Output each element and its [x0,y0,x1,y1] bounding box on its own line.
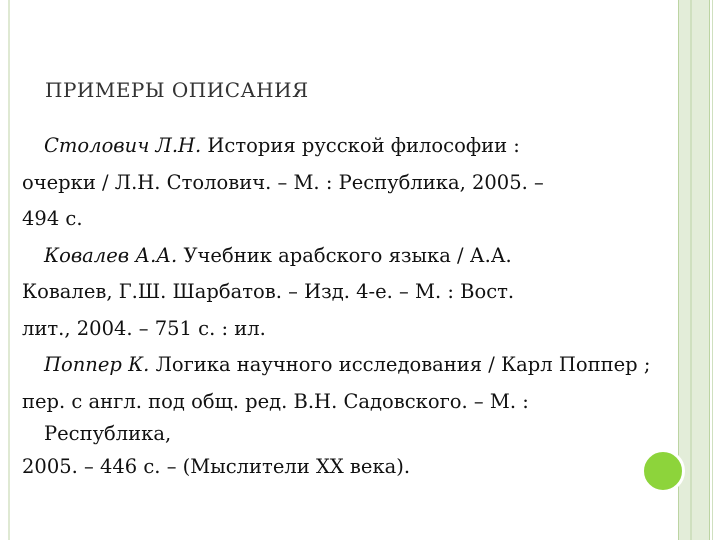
entry-1-line-1 [22,128,712,165]
entry-1-title: История русской философии : [201,134,520,157]
entry-3-line-2: пер. с англ. под общ. ред. В.Н. Садовского. – М. : [22,389,529,413]
left-frame-line [8,0,10,540]
entry-2-author: Ковалев А.А. [44,243,178,267]
entry-3-line-3: Республика, [44,422,172,445]
entry-1-line-2: очерки / Л.Н. Столович. – М. : Республика, 2005. – [22,170,544,194]
entry-3-author: Поппер К. [44,353,150,376]
entry-1-author: Столович Л.Н. [44,134,202,157]
green-circle-decoration [641,449,685,493]
entry-2-line-3: лит., 2004. – 751 с. : ил. [22,316,266,340]
entry-2-line-2: Ковалев, Г.Ш. Шарбатов. – Изд. 4-е. – М. : Вост. [22,280,515,303]
right-frame-edge [712,0,720,540]
entry-2-line-1 [22,238,712,275]
entry-2-title: Учебник арабского языка / А.А. [177,243,512,267]
slide-title: ПРИМЕРЫ ОПИСАНИЯ [45,78,309,102]
entry-3-line-1 [22,347,712,384]
entry-3-line-4: 2005. – 446 с. – (Мыслители XX века). [22,455,411,478]
bibliography-list [22,128,712,487]
entry-1-line-3: 494 с. [22,207,83,230]
entry-3-title: Логика научного исследования / Карл Поппер ; [149,353,651,376]
